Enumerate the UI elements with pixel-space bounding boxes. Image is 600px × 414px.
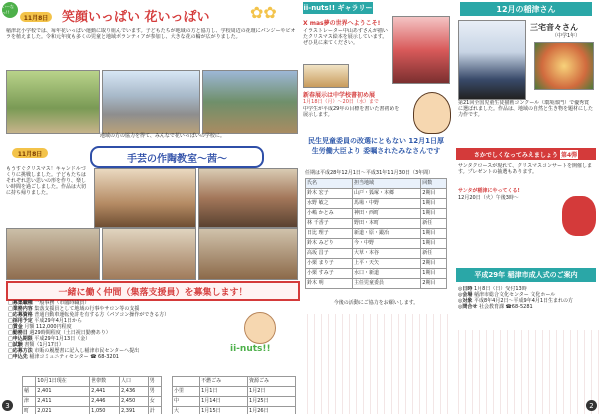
notice-sub: 任期は平成28年12月1日〜平成31年11月30日（3年間） — [305, 170, 434, 176]
person-name: 三宅音々さん — [530, 23, 578, 32]
photo-pottery-4 — [102, 228, 196, 280]
exhibit-body: 中学生が平成29年の目標を書いた書初めを展示します。 — [303, 106, 400, 118]
table-row: 小嶋 かとみ 神田・西町 1期目 — [306, 209, 447, 219]
table-row: 日比 理子 新道・原・鍛冶 1期目 — [306, 229, 447, 239]
issue-date-badge — [20, 12, 52, 22]
table-row: 小里 1月1日 1月2日 — [173, 387, 296, 397]
table-row: 大 1月15日 1月26日 — [173, 407, 296, 414]
gallery-body: イラストレーター中山あずさんが描いたクリスマス絵本を展示しています。ぜひ見に来てください。 — [303, 28, 388, 46]
event-date: 11月8日 — [17, 150, 43, 158]
table-row: 10月1日現在 世帯数 人口 男 — [23, 377, 162, 387]
table-row: 水野 敏之 馬場・中野 1期目 — [306, 199, 447, 209]
table-row: 中 1月14日 1月25日 — [173, 397, 296, 407]
flower-icon: ✿✿ — [250, 3, 277, 22]
headline-pottery — [90, 146, 264, 168]
table-row: 不燃ごみ 資源ごみ — [173, 377, 296, 387]
right-title: 12月の稲津さん — [460, 2, 592, 16]
ceremony-row: ◎問合せ 社会教育課 ☎68-5281 — [458, 304, 533, 310]
event-date-right: サンタが稲津にやってくる! — [458, 188, 520, 194]
table-row: 高坂 昌子 大草・本谷 新任 — [306, 249, 447, 259]
photo-planting-1 — [6, 70, 100, 134]
table-row: 氏名 担当地域 回数 — [306, 179, 447, 189]
exhibit-head: 新春展示は中学校書初め展 — [303, 92, 376, 99]
page-number-left: 3 — [2, 400, 13, 411]
gallery-head: X mas夢の世界へようこそ! — [303, 20, 381, 27]
recruit-row: □応募方法 市販の履歴書に記入し稲津市民センターへ提出 — [8, 348, 140, 354]
page-number-right: 2 — [586, 400, 597, 411]
recruit-title-text: 一緒に働く仲間（集落支援員）を募集します！ — [58, 287, 248, 298]
table-row: 鈴木 みどり 今・中野 1期目 — [306, 239, 447, 249]
photo-pottery-3 — [6, 228, 100, 280]
photo-planting-2 — [102, 70, 200, 134]
event-title: さかでしくなってみえましょう — [473, 151, 558, 159]
notice-head: 民生児童委員の改選にともない 12月1日厚生労働大臣より 委嘱されたみなさんです — [307, 137, 445, 155]
recruit-list — [8, 300, 218, 376]
photo-xmas-display — [392, 16, 450, 84]
gallery-title: ii-nuts!! ギャラリー — [303, 4, 373, 12]
headline-pottery-text: 手芸の作陶教室〜茜〜 — [127, 153, 227, 165]
ceremony-title: 平成29年 稲津市成人式のご案内 — [456, 268, 596, 282]
garbage-schedule-table — [172, 376, 296, 414]
person-body: 第21回全国児童生徒描画コンクール（環境部門）で優秀賞に選ばれました。作品は、地域の自然と生き物を題材にした力作です。 — [458, 100, 594, 118]
mascot-logo — [226, 312, 296, 358]
photo-pottery-5 — [198, 228, 298, 280]
recruit-title — [6, 281, 300, 301]
exhibit-date: 1月18日（月）〜20日（水）まで — [303, 99, 379, 105]
recruit-row: □応募資格 普通自動車運転免許を有する方（パソコン操作ができる方） — [8, 312, 170, 318]
photo-gallery-small — [303, 64, 349, 88]
photo-pottery-1 — [94, 168, 196, 228]
table-row: 鈴木 宏子 山戸・狐塚・本郷 2期目 — [306, 189, 447, 199]
page-middle — [301, 0, 452, 414]
issue-date: 11月8日 — [23, 14, 49, 22]
table-row: 鈴木 明 主任児童委員 2期目 — [306, 279, 447, 289]
ceremony-row: ◎会場 稲津市総合文化センター 文化ホール — [458, 292, 556, 298]
logo-text: ii-nuts!! — [230, 344, 271, 354]
character-icon — [413, 92, 451, 134]
photo-artwork — [534, 42, 594, 90]
event-body: サンタクロースが現れて、クリスマスコンサートを開催します。プレゼントの抽選もあります。 — [458, 163, 593, 175]
committee-table — [305, 178, 447, 289]
event-banner — [456, 148, 596, 160]
recruit-row: □賃金 月額 112,000円程度 — [8, 324, 72, 330]
dotted-divider — [301, 314, 452, 414]
recruit-row: □募集職種 一般事務（市臨時職員） — [8, 300, 90, 306]
photo-pottery-2 — [198, 168, 298, 228]
table-row: 小栗 すみ子 水口・新道 1期目 — [306, 269, 447, 279]
recruit-row: □採用予定 平成29年4月1日から — [8, 318, 83, 324]
mascot-icon — [244, 312, 276, 344]
ceremony-row: ◎対象 平成8年4月2日〜平成9年4月1日生まれの方 — [458, 298, 574, 304]
recruit-row: □申込先 稲津コミュニティセンター ☎ 68-3201 — [8, 354, 119, 360]
recruit-row: □勤務日 週29時間程度（土日祝日勤務あり） — [8, 330, 111, 336]
photo-person — [458, 20, 526, 100]
table-row: 津 2,411 2,446 2,450 女 — [23, 397, 162, 407]
table-row: 町 2,021 1,050 2,391 計 — [23, 407, 162, 414]
event-tag: 第4弾 — [560, 151, 578, 159]
population-table — [22, 376, 162, 414]
event-time: 12月20日（火）午後3時〜 — [458, 195, 519, 201]
lead-text: 稲津北小学校では、毎年花いっぱい運動に取り組んでいます。子どもたちが地域の方と協力し、学校周辺の花壇にパンジーやビオラを植えました。令和元年度も多くの児童と地域ボランティアが参加し、大きな花の輪が広がりました。 — [6, 28, 296, 40]
page-right — [452, 0, 600, 414]
header-tag: い〜なっ!! — [2, 4, 14, 15]
recruit-row: □申込期限 平成29年1月13日（金） — [8, 336, 91, 342]
photo-caption: 地域の方の協力を得て、みんなで花いっぱいの学校に。 — [100, 133, 225, 139]
headline-flowers: 笑顔いっぱい 花いっぱい — [62, 10, 210, 25]
person-grade: （中学1年） — [552, 33, 581, 39]
santa-icon — [562, 196, 596, 236]
table-note: 今後の活動にご協力をお願いします。 — [333, 300, 419, 306]
header-badge — [2, 2, 18, 18]
table-row: 小栗 まり子 上平・天矢 2期目 — [306, 259, 447, 269]
photo-planting-3 — [202, 70, 298, 134]
table-row: 稲 2,401 2,441 2,436 男 — [23, 387, 162, 397]
table-row: 林 千香子 野田・本町 新任 — [306, 219, 447, 229]
ceremony-row: ◎日時 1月8日（日）受付13時 — [458, 286, 527, 292]
event-date-badge — [12, 148, 48, 158]
ceremony-list — [458, 286, 594, 326]
dotted-area-right — [452, 330, 600, 414]
pottery-body: もうすぐクリスマス！キャンドルづくりに挑戦しました。子どもたちはそれぞれ思い思いの形を作り、楽しい時間を過ごしました。作品は大切に持ち帰りました。 — [6, 166, 87, 196]
recruit-row: □試験 書類（1月17日） — [8, 342, 64, 348]
recruit-row: □業務内容 集落支援員として地域の行事やサロン等の支援 — [8, 306, 140, 312]
